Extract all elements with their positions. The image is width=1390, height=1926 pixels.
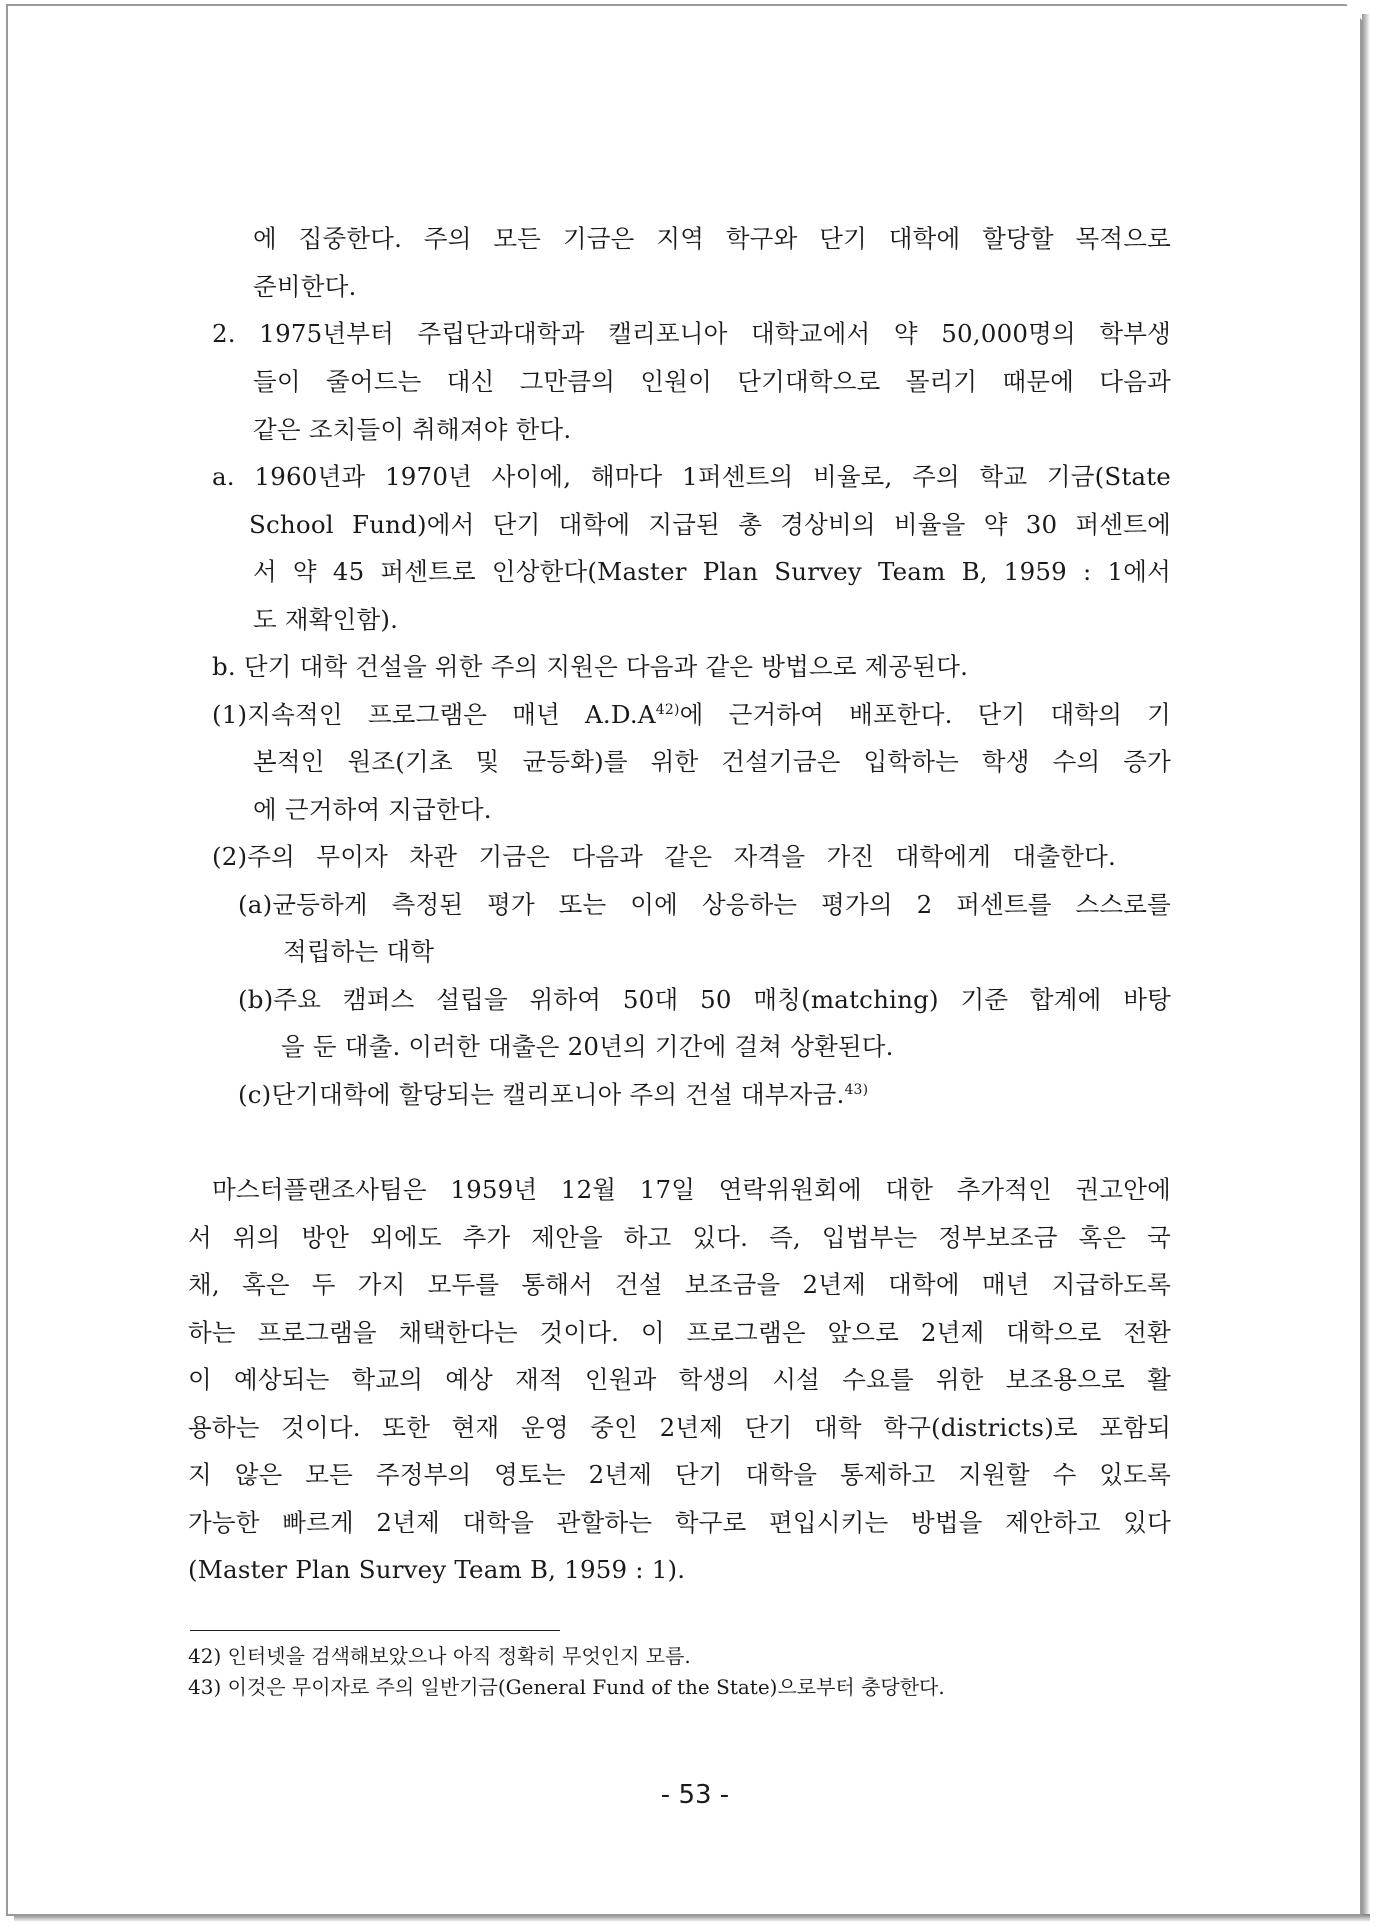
- text-line: 들이 줄어드는 대신 그만큼의 인원이 단기대학으로 몰리기 때문에 다음과: [253, 367, 1171, 396]
- text-line: 가능한 빠르게 2년제 대학을 관할하는 학구로 편입시키는 방법을 제안하고 있다: [188, 1508, 1171, 1537]
- text-line: 마스터플랜조사팀은 1959년 12월 17일 연락위원회에 대한 추가적인 권고안에: [212, 1175, 1171, 1204]
- text-line: 채, 혹은 두 가지 모두를 통해서 건설 보조금을 2년제 대학에 매년 지급하도록: [188, 1270, 1171, 1299]
- text-line: 2. 1975년부터 주립단과대학과 캘리포니아 대학교에서 약 50,000명의 학부생: [212, 319, 1171, 348]
- footnote: 43) 이것은 무이자로 주의 일반기금(General Fund of the State)으로부터 충당한다.: [188, 1675, 945, 1699]
- text-line: (Master Plan Survey Team B, 1959 : 1).: [188, 1555, 686, 1584]
- text-segment: 에 근거하여 배포한다. 단기 대학의 기: [679, 700, 1171, 729]
- text-line: (a)균등하게 측정된 평가 또는 이에 상응하는 평가의 2 퍼센트를 스스로를: [238, 890, 1171, 919]
- text-line: [238, 1078, 868, 1116]
- text-line: 에 집중한다. 주의 모든 기금은 지역 학구와 단기 대학에 할당할 목적으로: [253, 224, 1171, 253]
- footnote-divider: [190, 1630, 560, 1631]
- text-line: 하는 프로그램을 채택한다는 것이다. 이 프로그램은 앞으로 2년제 대학으로 전환: [188, 1318, 1171, 1347]
- text-line: 적립하는 대학: [283, 937, 435, 966]
- text-line: School Fund)에서 단기 대학에 지급된 총 경상비의 비율을 약 30 퍼센트에: [249, 510, 1171, 539]
- text-segment: (1)지속적인 프로그램은 매년 A.D.A: [212, 700, 656, 729]
- footnote-ref: 43): [844, 1082, 869, 1098]
- footnote: 42) 인터넷을 검색해보았으나 아직 정확히 무엇인지 모름.: [188, 1644, 691, 1668]
- text-line: 같은 조치들이 취해져야 한다.: [253, 415, 572, 444]
- text-line: 도 재확인함).: [253, 605, 399, 634]
- text-line: 준비한다.: [253, 272, 357, 301]
- text-line: 지 않은 모든 주정부의 영토는 2년제 단기 대학을 통제하고 지원할 수 있도록: [188, 1460, 1171, 1489]
- text-line: 용하는 것이다. 또한 현재 운영 중인 2년제 단기 대학 학구(districts)로 포함되: [188, 1413, 1171, 1442]
- text-line: 본적인 원조(기초 및 균등화)를 위한 건설기금은 입학하는 학생 수의 증가: [253, 747, 1171, 776]
- footnote-ref: 42): [655, 702, 680, 718]
- text-line: a. 1960년과 1970년 사이에, 해마다 1퍼센트의 비율로, 주의 학교 기금(State: [212, 462, 1171, 491]
- text-line: b. 단기 대학 건설을 위한 주의 지원은 다음과 같은 방법으로 제공된다.: [212, 652, 969, 681]
- text-line: [212, 698, 1171, 736]
- page-corner-fold: [1342, 0, 1362, 20]
- text-line: 을 둔 대출. 이러한 대출은 20년의 기간에 걸쳐 상환된다.: [281, 1032, 894, 1061]
- text-line: 서 약 45 퍼센트로 인상한다(Master Plan Survey Team B, 1959 : 1에서: [253, 557, 1171, 586]
- text-line: 서 위의 방안 외에도 추가 제안을 하고 있다. 즉, 입법부는 정부보조금 혹은 국: [188, 1223, 1171, 1252]
- page-number: - 53 -: [660, 1780, 730, 1810]
- text-line: 이 예상되는 학교의 예상 재적 인원과 학생의 시설 수요를 위한 보조용으로 활: [188, 1365, 1171, 1394]
- text-segment: (c)단기대학에 할당되는 캘리포니아 주의 건설 대부자금.: [238, 1080, 845, 1109]
- text-line: (b)주요 캠퍼스 설립을 위하여 50대 50 매칭(matching) 기준 합계에 바탕: [238, 985, 1171, 1014]
- text-line: 에 근거하여 지급한다.: [253, 795, 492, 824]
- text-line: (2)주의 무이자 차관 기금은 다음과 같은 자격을 가진 대학에게 대출한다.: [212, 842, 1116, 871]
